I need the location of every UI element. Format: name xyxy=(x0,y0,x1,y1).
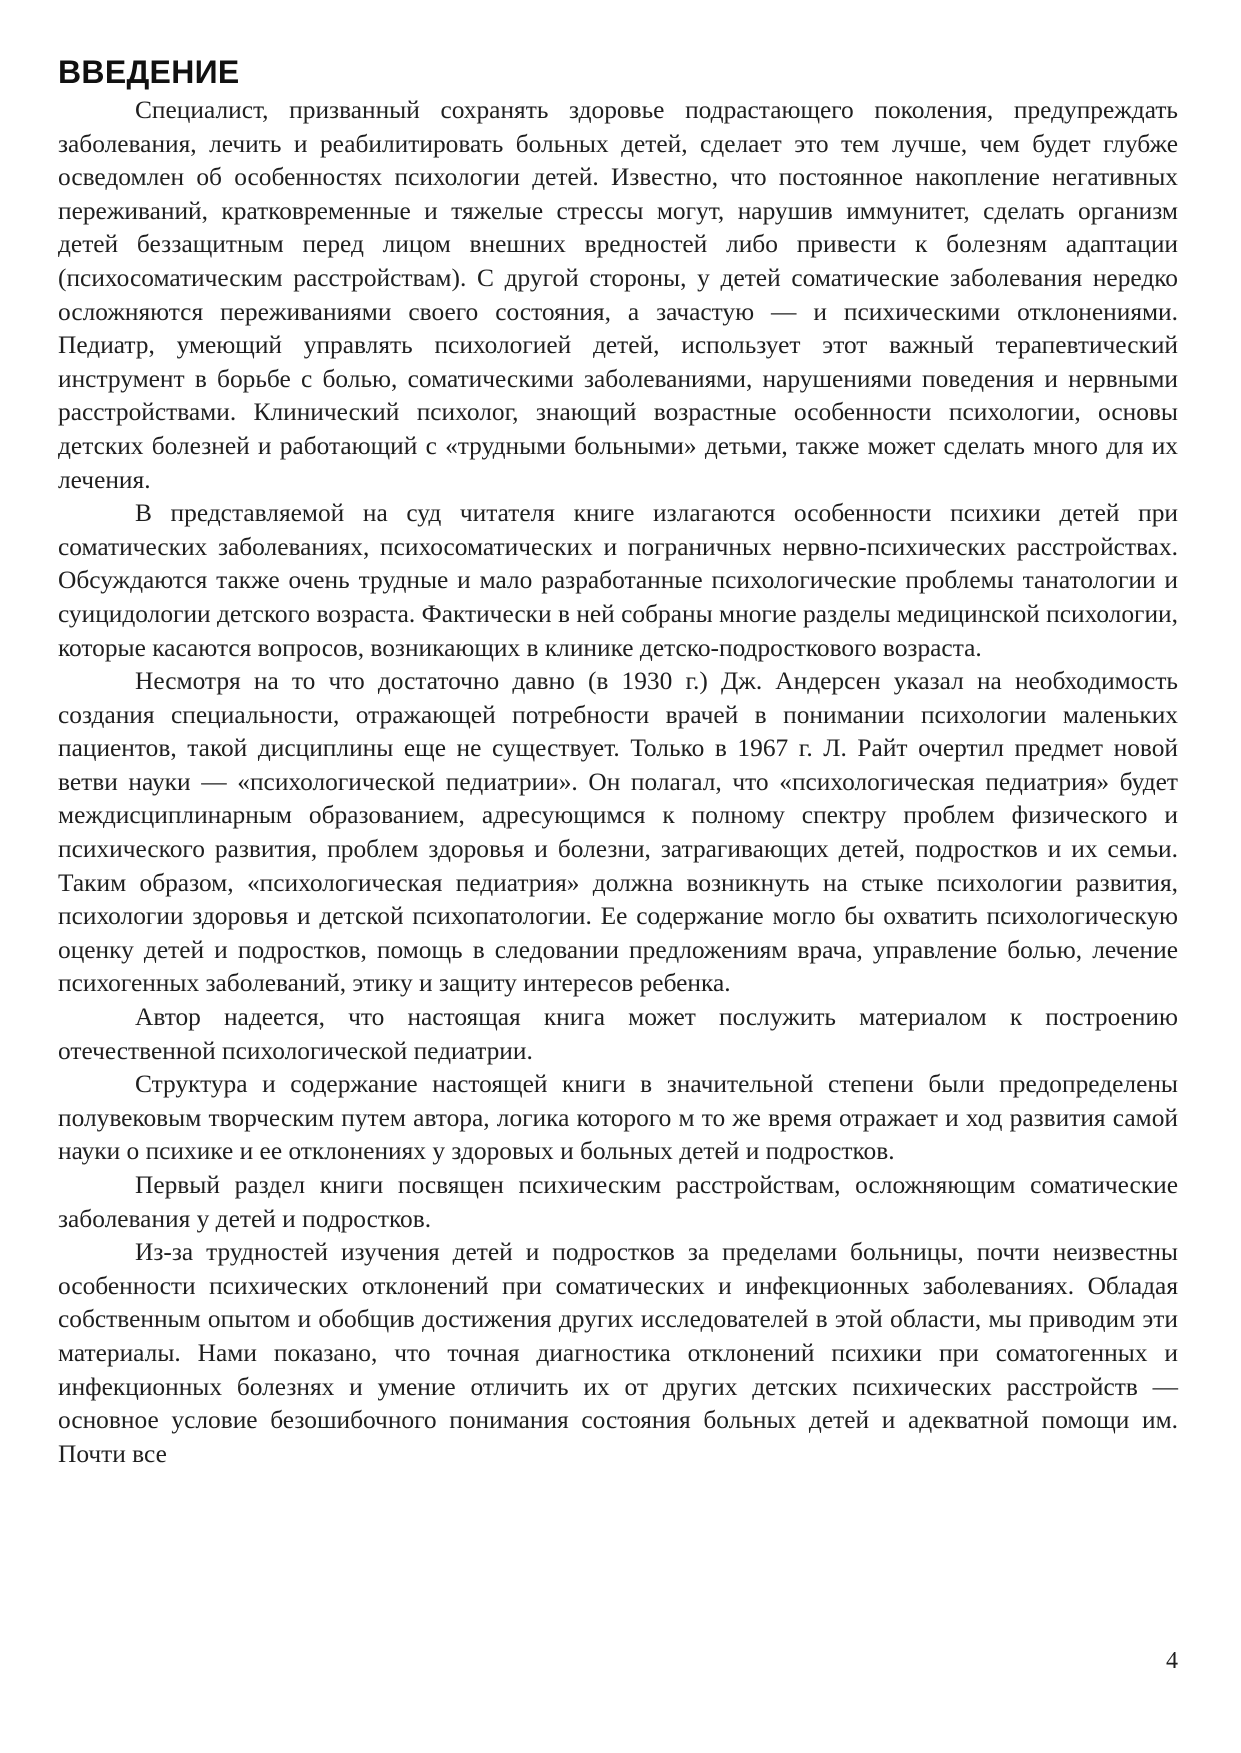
paragraph: Специалист, призванный сохранять здоровье подрастающего поколения, предупреждать заболевания, лечить и реабилитировать больных детей, сделает это тем лучше, чем будет глубже осведомлен об особенностях психологии детей. Известно, что постоянное накопление негативных переживаний, кратковременные и тяжелые стрессы могут, нарушив иммунитет, сделать организм детей беззащитным перед лицом внешних вредностей либо привести к болезням адаптации (психосоматическим расстройствам). С другой стороны, у детей соматические заболевания нередко осложняются переживаниями своего состояния, а зачастую — и психическими отклонениями. Педиатр, умеющий управлять психологией детей, использует этот важный терапевтический инструмент в борьбе с болью, соматическими заболеваниями, нарушениями поведения и нервными расстройствами. Клинический психолог, знающий возрастные особенности психологии, основы детских болезней и работающий с «трудными больными» детьми, также может сделать много для их лечения. xyxy=(58,96,1178,494)
paragraph: Структура и содержание настоящей книги в значительной степени были предопределены полувековым творческим путем автора, логика которого м то же время отражает и ход развития самой науки о психике и ее отклонениях у здоровых и больных детей и подростков. xyxy=(58,1070,1178,1166)
paragraph: Первый раздел книги посвящен психическим расстройствам, осложняющим соматические заболевания у детей и подростков. xyxy=(58,1171,1178,1233)
document-page xyxy=(58,52,1178,1471)
page-number: 4 xyxy=(1166,1648,1178,1674)
paragraph: Несмотря на то что достаточно давно (в 1930 г.) Дж. Андерсен указал на необходимость создания специальности, отражающей потребности врачей в понимании психологии маленьких пациентов, такой дисциплины еще не существует. Только в 1967 г. Л. Райт очертил предмет новой ветви науки — «психологической педиатрии». Он полагал, что «психологическая педиатрия» будет междисциплинарным образованием, адресующимся к полному спектру проблем физического и психического развития, проблем здоровья и болезни, затрагивающих детей, подростков и их семьи. Таким образом, «психологическая педиатрия» должна возникнуть на стыке психологии развития, психологии здоровья и детской психопатологии. Ее содержание могло бы охватить психологическую оценку детей и подростков, помощь в следовании предложениям врача, управление болью, лечение психогенных заболеваний, этику и защиту интересов ребенка. xyxy=(58,667,1178,998)
paragraph: Автор надеется, что настоящая книга может послужить материалом к построению отечественной психологической педиатрии. xyxy=(58,1003,1178,1065)
paragraph: В представляемой на суд читателя книге излагаются особенности психики детей при соматических заболеваниях, психосоматических и пограничных нервно-психических расстройствах. Обсуждаются также очень трудные и мало разработанные психологические проблемы танатологии и суицидологии детского возраста. Фактически в ней собраны многие разделы медицинской психологии, которые касаются вопросов, возникающих в клинике детско-подросткового возраста. xyxy=(58,499,1178,662)
paragraph: Из-за трудностей изучения детей и подростков за пределами больницы, почти неизвестны особенности психических отклонений при соматических и инфекционных заболеваниях. Обладая собственным опытом и обобщив достижения других исследователей в этой области, мы приводим эти материалы. Нами показано, что точная диагностика отклонений психики при соматогенных и инфекционных болезнях и умение отличить их от других детских психических расстройств — основное условие безошибочного понимания состояния больных детей и адекватной помощи им. Почти все xyxy=(58,1238,1178,1468)
section-title: ВВЕДЕНИЕ xyxy=(58,54,240,90)
